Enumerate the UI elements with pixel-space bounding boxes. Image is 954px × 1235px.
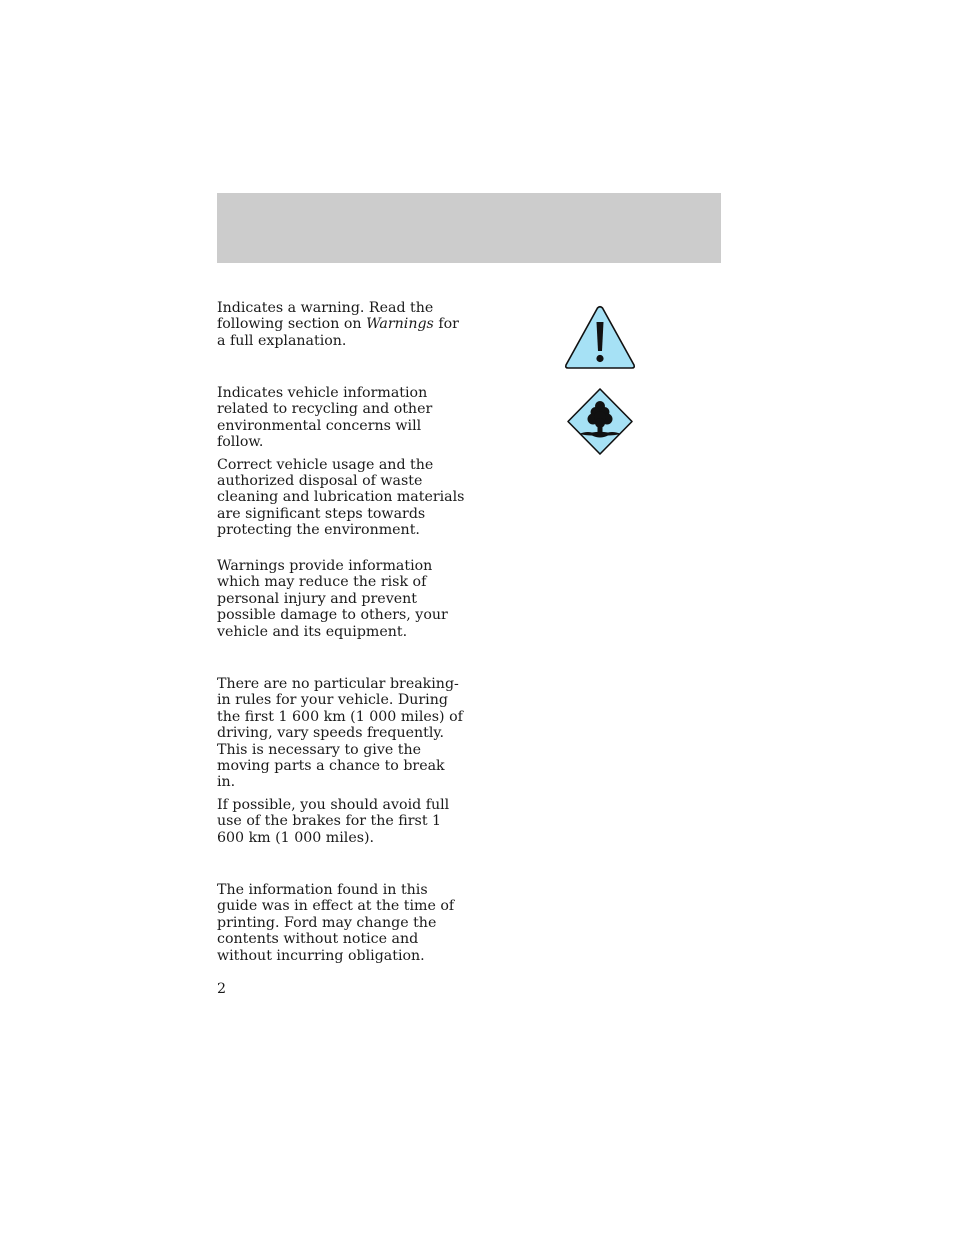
breaking-in-brakes-text: If possible, you should avoid full use of the brakes for the first 1 600 km (1 000 miles). — [217, 796, 450, 846]
disclaimer-text: The information found in this guide was in effect at the time of printing. Ford may change the contents without notice and without incurring obligation. — [217, 882, 455, 964]
breaking-in-section — [217, 676, 467, 846]
warnings-info-text: Warnings provide information which may reduce the risk of personal injury and prevent possible damage to others, your vehicle and its equipment. — [217, 558, 448, 640]
warning-triangle-icon — [563, 304, 637, 370]
warnings-section — [217, 558, 467, 640]
environment-disposal-text: Correct vehicle usage and the authorized disposal of waste cleaning and lubrication materials are significant steps towards protecting the environment. — [217, 456, 465, 539]
breaking-in-rules-text: There are no particular breaking-in rules for your vehicle. During the first 1 600 km (1 000 miles) of driving, vary speeds frequently. This is necessary to give the moving parts a chance to break in. — [217, 676, 463, 791]
section-header-bar — [217, 193, 721, 263]
environment-symbol-description — [217, 385, 467, 539]
warning-symbol-description — [217, 300, 467, 349]
environment-info-text: Indicates vehicle information related to recycling and other environmental concerns will follow. — [217, 385, 433, 451]
page-number: 2 — [217, 981, 227, 997]
warnings-reference: Warnings — [366, 316, 434, 333]
environment-tree-icon — [566, 387, 634, 456]
warning-symbol-text: Indicates a warning. Read the following section on Warnings for a full explanation. — [217, 300, 459, 349]
disclaimer-section — [217, 882, 467, 964]
